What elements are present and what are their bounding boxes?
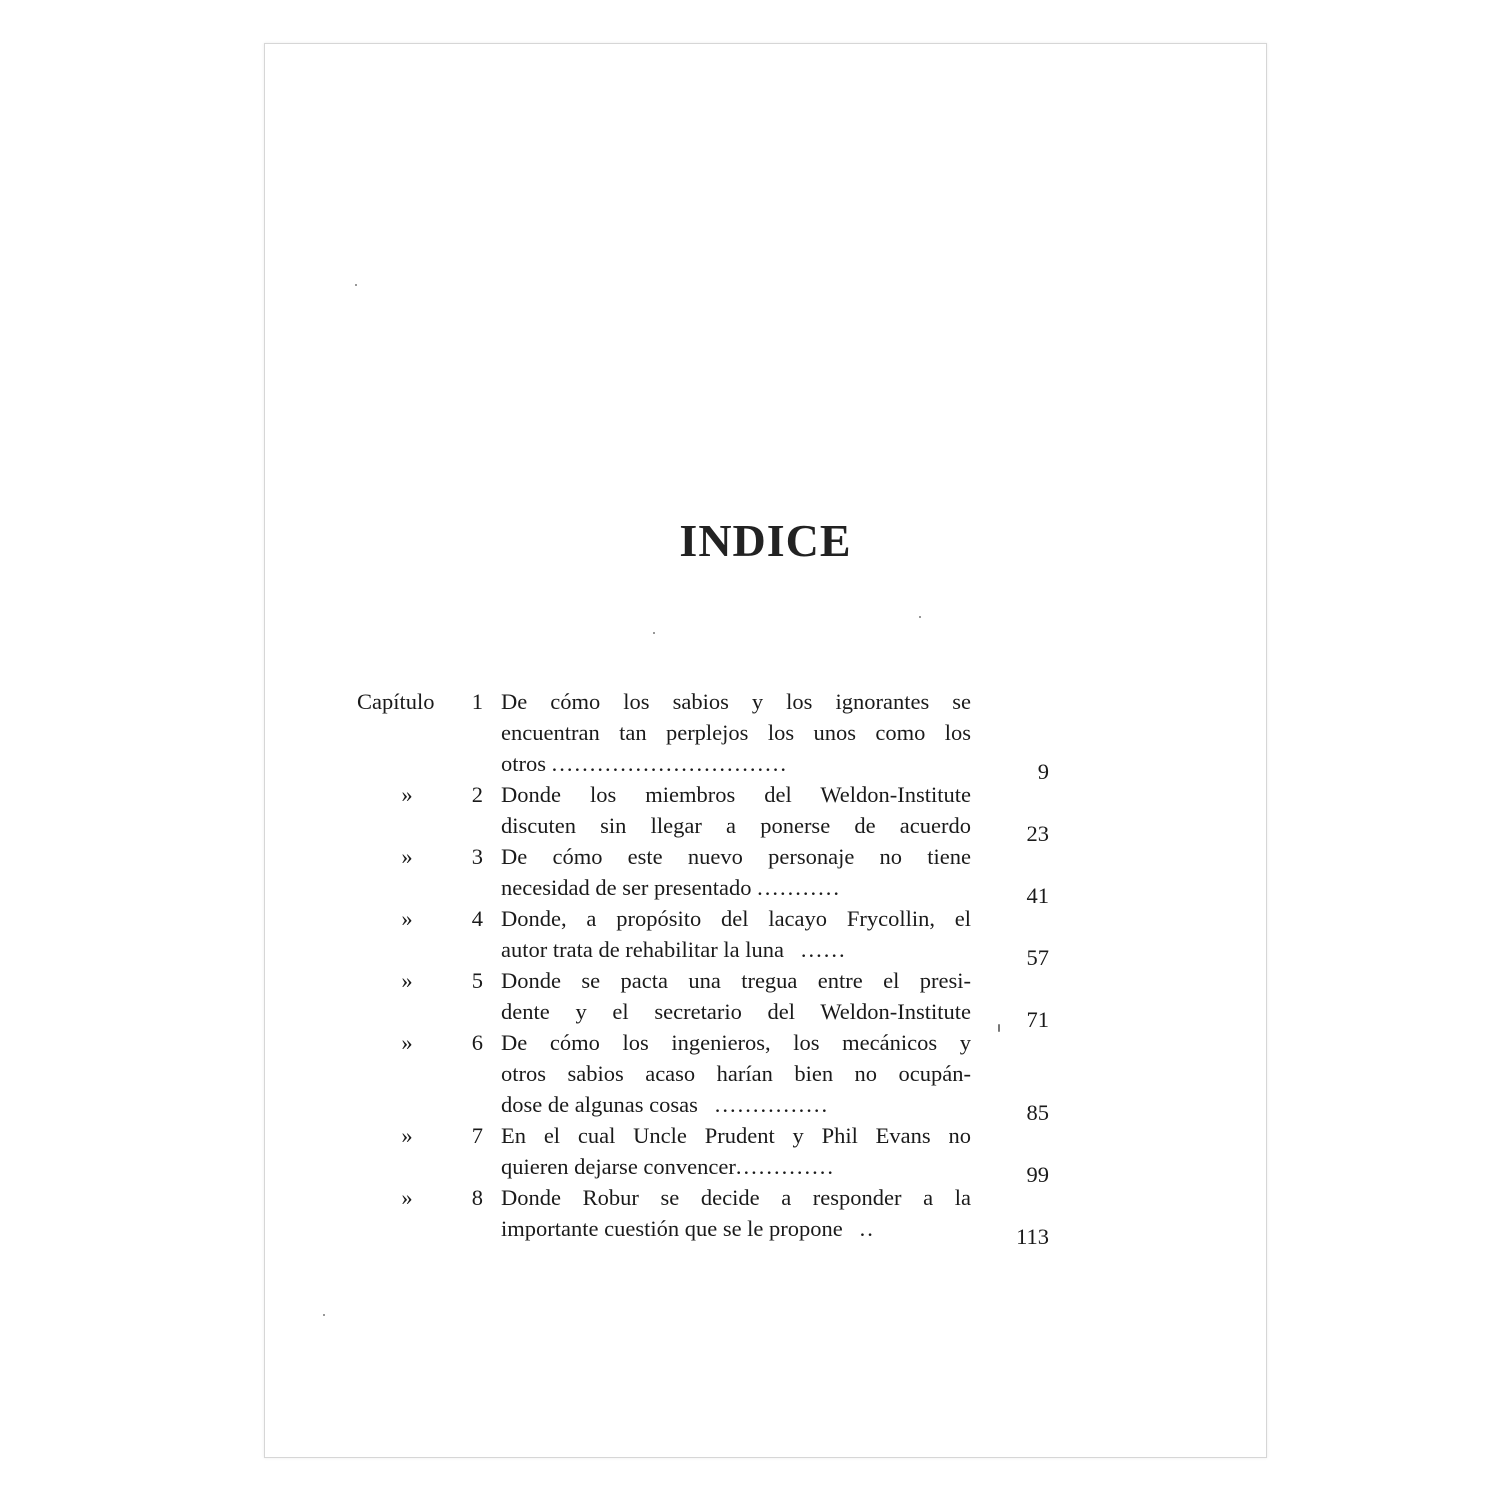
chapter-title-line: Donde, a propósito del lacayo Frycollin, el [501, 906, 971, 931]
chapter-title-text: dose de algunas cosas [501, 1092, 698, 1117]
chapter-title-line: Donde Robur se decide a responder a la [501, 1185, 971, 1210]
paper-speck [653, 632, 655, 634]
page-number: 113 [1016, 1224, 1049, 1249]
chapter-title-line: En el cual Uncle Prudent y Phil Evans no [501, 1123, 971, 1148]
paper-speck [919, 616, 921, 618]
leader-dots: .. [859, 1216, 875, 1241]
chapter-title-text: autor trata de rehabilitar la luna [501, 937, 784, 962]
table-of-contents [357, 686, 1057, 1249]
page-number: 99 [1026, 1162, 1049, 1187]
chapter-title-line: Donde los miembros del Weldon-Institute [501, 782, 971, 807]
chapter-title-line: discuten sin llegar a ponerse de acuerdo [501, 813, 971, 838]
page-number: 23 [1026, 821, 1049, 846]
toc-entry [357, 779, 1057, 846]
ditto-mark: » [401, 968, 413, 993]
toc-entry [357, 965, 1057, 1032]
chapter-title-line [501, 1151, 971, 1182]
chapter-label: Capítulo [357, 689, 435, 714]
chapter-number: 3 [471, 844, 483, 869]
chapter-number: 2 [471, 782, 483, 807]
chapter-number: 1 [471, 689, 483, 714]
chapter-title-line [501, 1089, 971, 1120]
chapter-title-line: otros sabios acaso harían bien no ocupán- [501, 1061, 971, 1086]
chapter-title-line: De cómo este nuevo personaje no tiene [501, 844, 971, 869]
page-number: 9 [1037, 759, 1049, 784]
toc-entry [357, 686, 1057, 784]
chapter-title-text: otros [501, 751, 546, 776]
leader-dots: ........... [757, 875, 842, 900]
ditto-mark: » [401, 1030, 413, 1055]
ditto-mark: » [401, 1185, 413, 1210]
toc-entry [357, 903, 1057, 970]
chapter-title-line: De cómo los sabios y los ignorantes se [501, 689, 971, 714]
book-page [264, 43, 1267, 1458]
chapter-number: 6 [471, 1030, 483, 1055]
paper-speck [323, 1314, 325, 1316]
leader-dots: ............................... [551, 751, 788, 776]
chapter-title-line: encuentran tan perplejos los unos como los [501, 720, 971, 745]
chapter-number: 5 [471, 968, 483, 993]
page-number: 85 [1026, 1100, 1049, 1125]
leader-dots: ............... [714, 1092, 830, 1117]
chapter-title-line [501, 872, 971, 903]
toc-entry [357, 1182, 1057, 1249]
toc-entry [357, 1120, 1057, 1187]
toc-entry [357, 1027, 1057, 1125]
toc-entry [357, 841, 1057, 908]
chapter-title-line: Donde se pacta una tregua entre el presi- [501, 968, 971, 993]
chapter-number: 8 [471, 1185, 483, 1210]
chapter-title-text: importante cuestión que se le propone [501, 1216, 843, 1241]
chapter-number: 7 [471, 1123, 483, 1148]
chapter-title-line [501, 748, 971, 779]
chapter-title-text: quieren dejarse convencer [501, 1154, 736, 1179]
ditto-mark: » [401, 844, 413, 869]
chapter-title-text: necesidad de ser presentado [501, 875, 752, 900]
page-number: 71 [1026, 1007, 1049, 1032]
chapter-title-line [501, 1213, 971, 1244]
leader-dots: ............. [735, 1154, 835, 1179]
ditto-mark: » [401, 1123, 413, 1148]
paper-speck [355, 284, 357, 286]
leader-dots: ...... [800, 937, 847, 962]
page-number: 57 [1026, 945, 1049, 970]
page-title: INDICE [679, 515, 852, 566]
page-number: 41 [1026, 883, 1049, 908]
chapter-number: 4 [471, 906, 483, 931]
ditto-mark: » [401, 906, 413, 931]
chapter-title-line: dente y el secretario del Weldon-Institute [501, 999, 971, 1024]
ditto-mark: » [401, 782, 413, 807]
chapter-title-line: De cómo los ingenieros, los mecánicos y [501, 1030, 971, 1055]
chapter-title-line [501, 934, 971, 965]
